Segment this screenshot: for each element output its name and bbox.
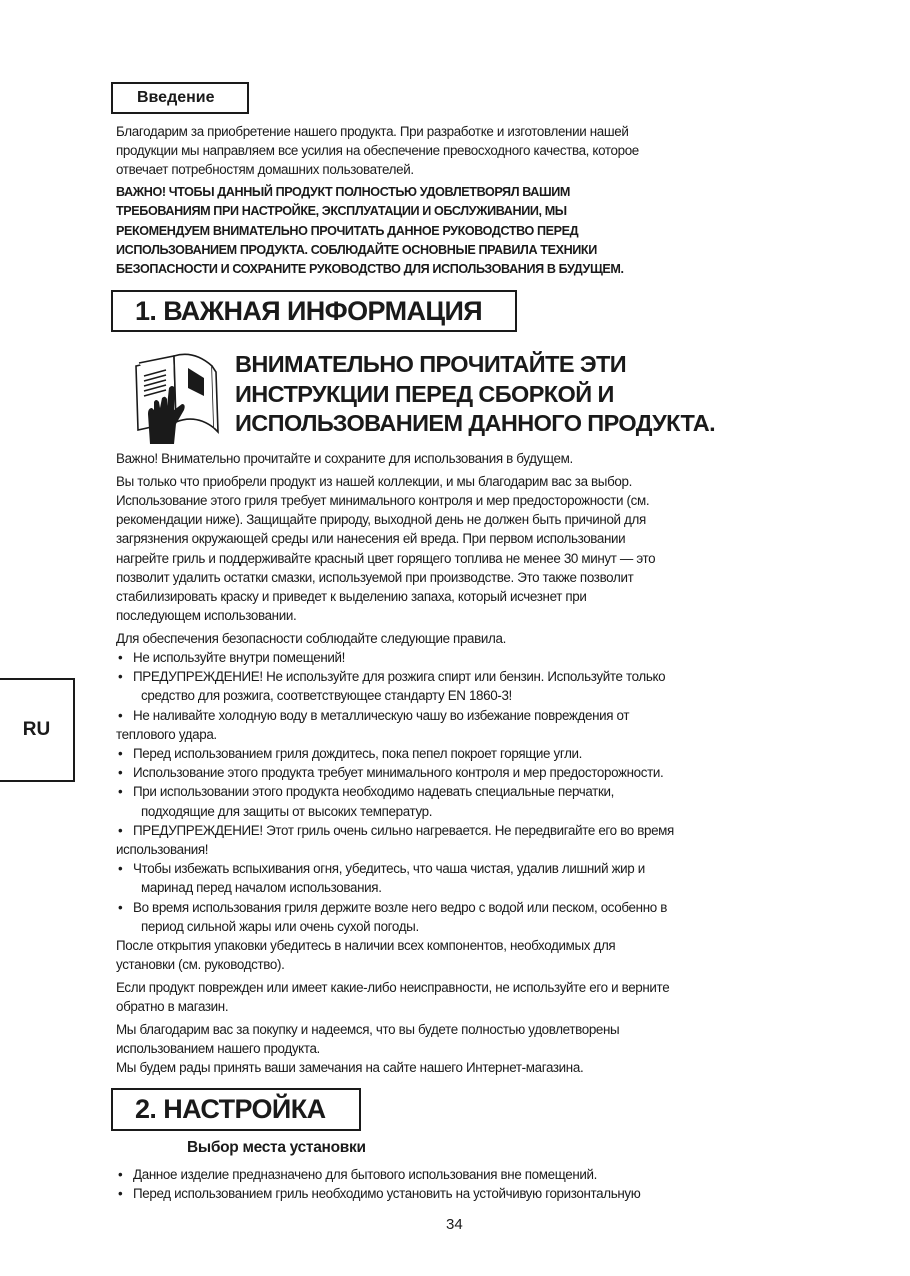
text-line: последующем использовании. (116, 608, 297, 624)
bullet-item: • При использовании этого продукта необходимо надевать специальные перчатки, (116, 782, 796, 801)
intro-text (116, 122, 796, 279)
language-tab (0, 678, 75, 782)
text-line: обратно в магазин. (116, 999, 229, 1015)
text-line: использованием нашего продукта. (116, 1041, 320, 1056)
text-line: Благодарим за приобретение нашего продукта. При разработке и изготовлении нашей (116, 124, 629, 139)
section2-heading: 2. НАСТРОЙКА (135, 1094, 326, 1124)
text-line: продукции мы направляем все усилия на обеспечение превосходного качества, которое (116, 143, 639, 159)
bullet-item: • Не используйте внутри помещений! (116, 648, 796, 667)
text-line: подходящие для защиты от высоких температур. (141, 803, 433, 819)
text-line: стабилизировать краску и приведет к выделению запаха, который исчезнет при (116, 588, 587, 604)
intro-heading: Введение (137, 89, 215, 106)
intro-heading-box (111, 82, 249, 114)
text-line: нагрейте гриль и поддерживайте красный цвет горящего топлива не менее 30 минут — это (116, 550, 656, 566)
bullet-item: • Чтобы избежать вспыхивания огня, убедитесь, что чаша чистая, удалив лишний жир и (116, 859, 796, 878)
text-line: Вы только что приобрели продукт из нашей коллекции, и мы благодарим вас за выбор. (116, 473, 632, 489)
text-line: период сильной жары или очень сухой погоды. (141, 918, 419, 934)
bullet-item: • Не наливайте холодную воду в металлическую чашу во избежание повреждения от (116, 706, 796, 725)
text-line: Для обеспечения безопасности соблюдайте следующие правила. (116, 630, 506, 646)
bullet-item: • Данное изделие предназначено для бытового использования вне помещений. (116, 1165, 796, 1184)
text-line: Если продукт поврежден или имеет какие-либо неисправности, не используйте его и верните (116, 979, 670, 995)
text-line: ТРЕБОВАНИЯМ ПРИ НАСТРОЙКЕ, ЭКСПЛУАТАЦИИ И ОБСЛУЖИВАНИИ, МЫ (116, 204, 567, 219)
text-line: установки (см. руководство). (116, 957, 285, 973)
notice-line: ВНИМАТЕЛЬНО ПРОЧИТАЙТЕ ЭТИ (235, 351, 626, 377)
bullet-item: • Перед использованием гриль необходимо установить на устойчивую горизонтальную (116, 1184, 796, 1203)
bullet-item: • Использование этого продукта требует минимального контроля и мер предосторожности. (116, 763, 796, 782)
bullet-item: • ПРЕДУПРЕЖДЕНИЕ! Этот гриль очень сильно нагревается. Не передвигайте его во время (116, 821, 796, 840)
section1-heading: 1. ВАЖНАЯ ИНФОРМАЦИЯ (135, 296, 483, 326)
text-line: Мы благодарим вас за покупку и надеемся, что вы будете полностью удовлетворены (116, 1021, 620, 1037)
section2-subheading: Выбор места установки (187, 1139, 366, 1156)
text-line: БЕЗОПАСНОСТИ И СОХРАНИТЕ РУКОВОДСТВО ДЛЯ ИСПОЛЬЗОВАНИЯ В БУДУЩЕМ. (116, 261, 624, 276)
text-line: рекомендации ниже). Защищайте природу, выходной день не должен быть причиной для (116, 512, 646, 528)
section1-heading-box (111, 290, 517, 332)
text-line: загрязнения окружающей среды или нанесения ей вреда. При первом использовании (116, 531, 626, 547)
text-line: Мы будем рады принять ваши замечания на сайте нашего Интернет-магазина. (116, 1060, 584, 1076)
page-number: 34 (446, 1216, 463, 1233)
text-line: Использование этого гриля требует минимального контроля и мер предосторожности (см. (116, 492, 650, 508)
bullet-item: • Во время использования гриля держите возле него ведро с водой или песком, особенно в (116, 898, 796, 917)
text-line: После открытия упаковки убедитесь в наличии всех компонентов, необходимых для (116, 937, 616, 953)
read-manual-icon (132, 348, 220, 444)
text-line: РЕКОМЕНДУЕМ ВНИМАТЕЛЬНО ПРОЧИТАТЬ ДАННОЕ РУКОВОДСТВО ПЕРЕД (116, 223, 579, 238)
bullet-item: • Перед использованием гриля дождитесь, пока пепел покроет горящие угли. (116, 744, 796, 763)
notice-line: ИСПОЛЬЗОВАНИЕМ ДАННОГО ПРОДУКТА. (235, 410, 716, 436)
bullet-item: • ПРЕДУПРЕЖДЕНИЕ! Не используйте для розжига спирт или бензин. Используйте только (116, 667, 796, 686)
text-line: отвечает потребностям домашних пользователей. (116, 162, 414, 178)
text-line: использования! (116, 841, 209, 857)
text-line: Важно! Внимательно прочитайте и сохраните для использования в будущем. (116, 451, 573, 466)
language-label: RU (22, 719, 51, 740)
text-line: теплового удара. (116, 726, 217, 742)
section2-text (116, 1165, 796, 1203)
text-line: средство для розжига, соответствующее стандарту EN 1860-3! (141, 688, 512, 704)
notice-line: ИНСТРУКЦИИ ПЕРЕД СБОРКОЙ И (235, 381, 614, 407)
text-line: ИСПОЛЬЗОВАНИЕМ ПРОДУКТА. СОБЛЮДАЙТЕ ОСНОВНЫЕ ПРАВИЛА ТЕХНИКИ (116, 242, 597, 257)
text-line: позволит удалить остатки смазки, используемой при производстве. Это также позволит (116, 569, 634, 585)
text-line: маринад перед началом использования. (141, 880, 382, 896)
section1-text (116, 449, 796, 1077)
text-line: ВАЖНО! ЧТОБЫ ДАННЫЙ ПРОДУКТ ПОЛНОСТЬЮ УДОВЛЕТВОРЯЛ ВАШИМ (116, 185, 570, 200)
section2-heading-box (111, 1088, 361, 1131)
